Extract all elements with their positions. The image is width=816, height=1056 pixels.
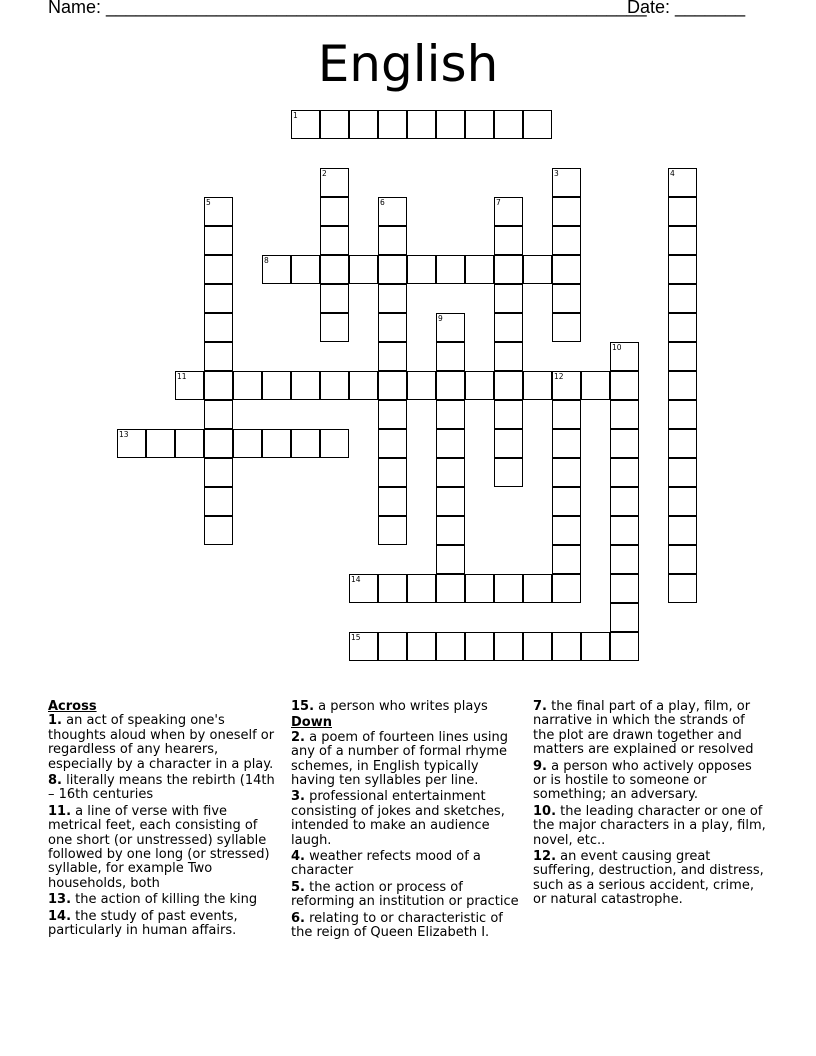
grid-cell[interactable] <box>378 429 407 458</box>
grid-cell[interactable] <box>436 429 465 458</box>
grid-cell[interactable] <box>204 371 233 400</box>
grid-cell[interactable] <box>523 371 552 400</box>
grid-cell[interactable] <box>233 429 262 458</box>
grid-cell[interactable] <box>523 632 552 661</box>
clue-across-8 <box>48 774 283 803</box>
cell-number: 6 <box>380 198 385 207</box>
grid-cell[interactable] <box>320 168 349 197</box>
clue-down-2 <box>291 731 526 789</box>
clue-number: 4. <box>291 849 305 865</box>
grid-cell[interactable] <box>378 400 407 429</box>
cell-number: 2 <box>322 169 327 178</box>
clue-down-5 <box>291 881 526 910</box>
grid-cell[interactable] <box>320 197 349 226</box>
grid-cell[interactable] <box>494 400 523 429</box>
grid-cell[interactable] <box>610 487 639 516</box>
clue-text: professional entertainment consisting of jokes and sketches, intended to make an audience laugh. <box>291 789 505 848</box>
clue-column-2 <box>291 700 526 943</box>
grid-cell[interactable] <box>494 429 523 458</box>
cell-number: 3 <box>554 169 559 178</box>
cell-number: 13 <box>119 430 129 439</box>
clue-number: 11. <box>48 803 72 819</box>
clue-text: an event causing great suffering, destruction, and distress, such as a serious accident, crime, or natural catastrophe. <box>533 849 764 908</box>
clue-number: 2. <box>291 729 305 745</box>
grid-cell[interactable] <box>349 574 378 603</box>
grid-cell[interactable] <box>523 255 552 284</box>
grid-cell[interactable] <box>668 545 697 574</box>
grid-cell[interactable] <box>581 632 610 661</box>
grid-cell[interactable] <box>552 197 581 226</box>
grid-cell[interactable] <box>407 255 436 284</box>
grid-cell[interactable] <box>610 458 639 487</box>
grid-cell[interactable] <box>668 168 697 197</box>
grid-cell[interactable] <box>262 371 291 400</box>
grid-cell[interactable] <box>552 516 581 545</box>
grid-cell[interactable] <box>465 574 494 603</box>
grid-cell[interactable] <box>668 313 697 342</box>
grid-cell[interactable] <box>494 342 523 371</box>
clue-text: the final part of a play, film, or narrative in which the strands of the plot are drawn together and matters are explained or resolved <box>533 699 754 758</box>
cell-number: 14 <box>351 575 361 584</box>
clue-text: the study of past events, particularly in human affairs. <box>48 908 238 939</box>
clue-across-1 <box>48 714 283 772</box>
clue-number: 14. <box>48 908 72 924</box>
clue-number: 3. <box>291 789 305 805</box>
grid-cell[interactable] <box>552 284 581 313</box>
across-heading: Across <box>48 699 97 714</box>
clue-text: a line of verse with five metrical feet, each consisting of one short (or unstressed) syllable followed by one long (or stressed) syllable, for example Two households, both <box>48 803 270 891</box>
grid-cell[interactable] <box>668 197 697 226</box>
grid-cell[interactable] <box>204 342 233 371</box>
clue-number: 8. <box>48 773 62 789</box>
grid-cell[interactable] <box>204 226 233 255</box>
grid-cell[interactable] <box>378 255 407 284</box>
grid-cell[interactable] <box>378 226 407 255</box>
grid-cell[interactable] <box>320 313 349 342</box>
grid-cell[interactable] <box>668 458 697 487</box>
clue-across-14 <box>48 910 283 939</box>
grid-cell[interactable] <box>668 342 697 371</box>
grid-cell[interactable] <box>378 574 407 603</box>
grid-cell[interactable] <box>262 429 291 458</box>
grid-cell[interactable] <box>552 458 581 487</box>
cell-number: 7 <box>496 198 501 207</box>
clue-number: 1. <box>48 713 62 729</box>
grid-cell[interactable] <box>378 458 407 487</box>
clue-number: 6. <box>291 910 305 926</box>
grid-cell[interactable] <box>436 313 465 342</box>
clue-number: 5. <box>291 879 305 895</box>
cell-number: 9 <box>438 314 443 323</box>
grid-cell[interactable] <box>378 632 407 661</box>
grid-cell[interactable] <box>233 371 262 400</box>
grid-cell[interactable] <box>436 574 465 603</box>
date-field-label[interactable]: Date: _______ <box>627 0 746 17</box>
grid-cell[interactable] <box>436 255 465 284</box>
clue-text: relating to or characteristic of the reign of Queen Elizabeth I. <box>291 910 503 941</box>
clue-text: literally means the rebirth (14th – 16th centuries <box>48 773 275 803</box>
grid-cell[interactable] <box>320 284 349 313</box>
grid-cell[interactable] <box>610 516 639 545</box>
grid-cell[interactable] <box>668 574 697 603</box>
grid-cell[interactable] <box>494 574 523 603</box>
grid-cell[interactable] <box>465 110 494 139</box>
grid-cell[interactable] <box>552 400 581 429</box>
puzzle-title: English <box>317 35 499 93</box>
grid-cell[interactable] <box>436 400 465 429</box>
grid-cell[interactable] <box>204 516 233 545</box>
grid-cell[interactable] <box>668 487 697 516</box>
grid-cell[interactable] <box>204 313 233 342</box>
grid-cell[interactable] <box>552 226 581 255</box>
clue-number: 15. <box>291 699 315 714</box>
grid-cell[interactable] <box>436 371 465 400</box>
clue-text: the action or process of reforming an institution or practice <box>291 879 519 910</box>
grid-cell[interactable] <box>291 371 320 400</box>
grid-cell[interactable] <box>320 429 349 458</box>
grid-cell[interactable] <box>175 429 204 458</box>
clue-across-11 <box>48 805 283 891</box>
grid-cell[interactable] <box>436 342 465 371</box>
grid-cell[interactable] <box>204 458 233 487</box>
grid-cell[interactable] <box>668 429 697 458</box>
grid-cell[interactable] <box>552 168 581 197</box>
grid-cell[interactable] <box>349 255 378 284</box>
down-heading: Down <box>291 715 332 731</box>
grid-cell[interactable] <box>610 400 639 429</box>
clue-text: a poem of fourteen lines using any of a number of formal rhyme schemes, in English typically having ten syllables per line. <box>291 729 508 789</box>
grid-cell[interactable] <box>494 371 523 400</box>
cell-number: 15 <box>351 633 361 642</box>
grid-cell[interactable] <box>291 110 320 139</box>
clue-text: the leading character or one of the major characters in a play, film, novel, etc.. <box>533 803 766 848</box>
clue-across-13 <box>48 893 283 907</box>
grid-cell[interactable] <box>610 342 639 371</box>
grid-cell[interactable] <box>204 284 233 313</box>
grid-cell[interactable] <box>378 110 407 139</box>
clue-down-9 <box>533 760 768 803</box>
cell-number: 4 <box>670 169 675 178</box>
clue-down-10 <box>533 805 768 848</box>
grid-cell[interactable] <box>494 197 523 226</box>
clue-number: 13. <box>48 892 72 908</box>
grid-cell[interactable] <box>436 110 465 139</box>
grid-cell[interactable] <box>175 371 204 400</box>
grid-cell[interactable] <box>494 284 523 313</box>
grid-cell[interactable] <box>349 371 378 400</box>
grid-cell[interactable] <box>494 226 523 255</box>
cell-number: 5 <box>206 198 211 207</box>
cell-number: 10 <box>612 343 622 352</box>
clue-down-4 <box>291 850 526 879</box>
grid-cell[interactable] <box>407 574 436 603</box>
name-field-label[interactable]: Name: ______________________________________________________ <box>48 0 647 17</box>
grid-cell[interactable] <box>378 313 407 342</box>
clue-text: a person who writes plays <box>318 699 488 714</box>
grid-cell[interactable] <box>610 632 639 661</box>
grid-cell[interactable] <box>407 371 436 400</box>
grid-cell[interactable] <box>668 255 697 284</box>
cell-number: 11 <box>177 372 187 381</box>
grid-cell[interactable] <box>407 632 436 661</box>
grid-cell[interactable] <box>204 255 233 284</box>
grid-cell[interactable] <box>378 342 407 371</box>
grid-cell[interactable] <box>378 371 407 400</box>
grid-cell[interactable] <box>291 429 320 458</box>
grid-cell[interactable] <box>378 487 407 516</box>
grid-cell[interactable] <box>668 226 697 255</box>
clue-across-15 <box>291 700 526 714</box>
grid-cell[interactable] <box>581 371 610 400</box>
clue-down-7 <box>533 700 768 758</box>
grid-cell[interactable] <box>610 429 639 458</box>
clue-down-6 <box>291 912 526 941</box>
grid-cell[interactable] <box>204 487 233 516</box>
grid-cell[interactable] <box>494 458 523 487</box>
clue-text: an act of speaking one's thoughts aloud when by oneself or regardless of any hearers, especially by a character in a play. <box>48 713 275 772</box>
grid-cell[interactable] <box>552 487 581 516</box>
grid-cell[interactable] <box>436 458 465 487</box>
clue-down-3 <box>291 790 526 848</box>
clue-text: weather refects mood of a character <box>291 849 481 879</box>
grid-cell[interactable] <box>610 371 639 400</box>
grid-cell[interactable] <box>494 110 523 139</box>
clue-number: 7. <box>533 699 547 714</box>
grid-cell[interactable] <box>378 516 407 545</box>
grid-cell[interactable] <box>465 371 494 400</box>
cell-number: 12 <box>554 372 564 381</box>
grid-cell[interactable] <box>552 429 581 458</box>
grid-cell[interactable] <box>436 516 465 545</box>
grid-cell[interactable] <box>117 429 146 458</box>
cell-number: 1 <box>293 111 298 120</box>
grid-cell[interactable] <box>668 371 697 400</box>
grid-cell[interactable] <box>610 603 639 632</box>
grid-cell[interactable] <box>436 487 465 516</box>
grid-cell[interactable] <box>494 313 523 342</box>
grid-cell[interactable] <box>668 516 697 545</box>
grid-cell[interactable] <box>610 545 639 574</box>
grid-cell[interactable] <box>610 574 639 603</box>
grid-cell[interactable] <box>204 197 233 226</box>
clue-down-12 <box>533 850 768 908</box>
clue-number: 12. <box>533 849 557 865</box>
grid-cell[interactable] <box>668 284 697 313</box>
grid-cell[interactable] <box>523 574 552 603</box>
clue-column-1 <box>48 700 283 941</box>
grid-cell[interactable] <box>320 226 349 255</box>
grid-cell[interactable] <box>262 255 291 284</box>
grid-cell[interactable] <box>552 574 581 603</box>
grid-cell[interactable] <box>407 110 436 139</box>
grid-cell[interactable] <box>320 255 349 284</box>
clue-number: 10. <box>533 803 557 819</box>
grid-cell[interactable] <box>523 110 552 139</box>
grid-cell[interactable] <box>494 632 523 661</box>
clue-column-3 <box>533 700 768 910</box>
grid-cell[interactable] <box>552 545 581 574</box>
clue-number: 9. <box>533 758 547 774</box>
grid-cell[interactable] <box>668 400 697 429</box>
grid-cell[interactable] <box>349 110 378 139</box>
grid-cell[interactable] <box>552 632 581 661</box>
clue-text: the action of killing the king <box>75 892 258 908</box>
cell-number: 8 <box>264 256 269 265</box>
grid-cell[interactable] <box>378 284 407 313</box>
grid-cell[interactable] <box>494 255 523 284</box>
grid-cell[interactable] <box>320 371 349 400</box>
grid-cell[interactable] <box>436 632 465 661</box>
grid-cell[interactable] <box>204 429 233 458</box>
grid-cell[interactable] <box>552 371 581 400</box>
grid-cell[interactable] <box>465 632 494 661</box>
grid-cell[interactable] <box>146 429 175 458</box>
grid-cell[interactable] <box>436 545 465 574</box>
grid-cell[interactable] <box>552 255 581 284</box>
grid-cell[interactable] <box>552 313 581 342</box>
clue-text: a person who actively opposes or is hostile to someone or something; an adversary. <box>533 758 752 803</box>
grid-cell[interactable] <box>378 197 407 226</box>
grid-cell[interactable] <box>204 400 233 429</box>
grid-cell[interactable] <box>349 632 378 661</box>
grid-cell[interactable] <box>320 110 349 139</box>
grid-cell[interactable] <box>465 255 494 284</box>
grid-cell[interactable] <box>291 255 320 284</box>
